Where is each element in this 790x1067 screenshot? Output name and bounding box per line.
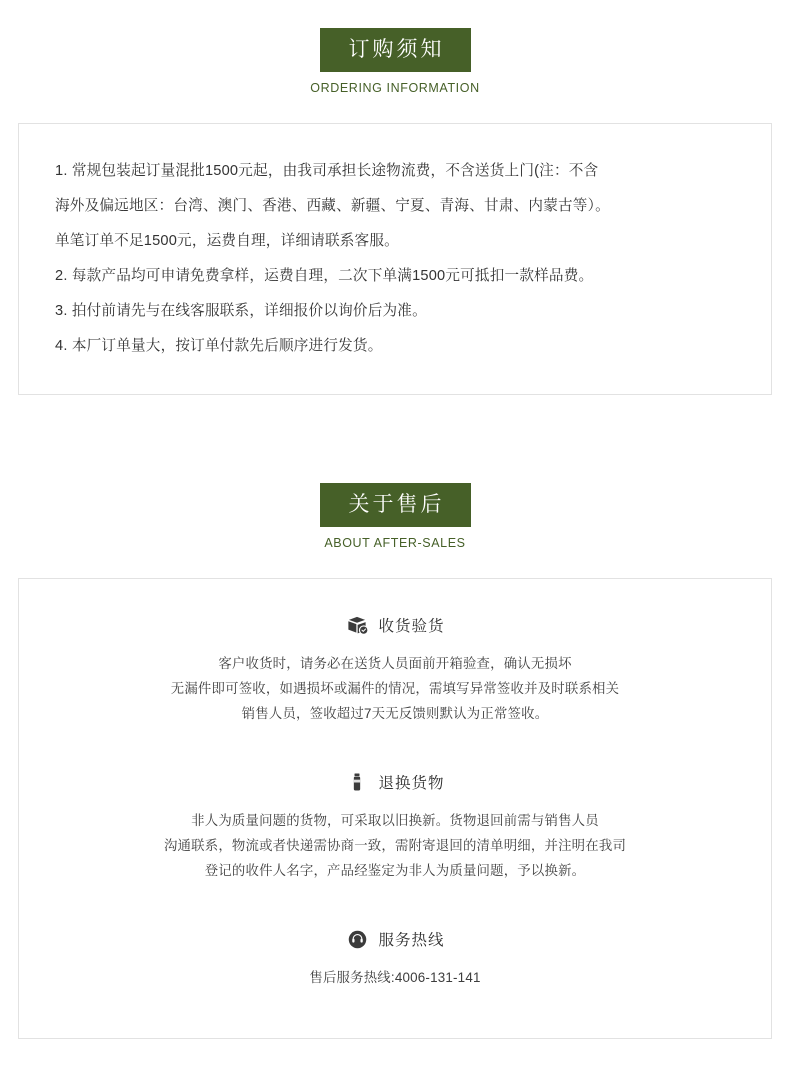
after-sales-body-line: 非人为质量问题的货物，可采取以旧换新。货物退回前需与销售人员: [191, 813, 599, 828]
ordering-badge-title: 订购须知: [320, 28, 471, 72]
after-sales-block-title-row: [49, 770, 741, 794]
after-sales-block-title: 退换货物: [378, 775, 445, 792]
headset-icon: [345, 927, 369, 951]
after-sales-block-returns: [49, 770, 741, 883]
service-hotline-text: 售后服务热线:4006-131-141: [309, 970, 481, 985]
ordering-information-section: [0, 0, 790, 395]
after-sales-panel: [18, 578, 772, 1039]
ordering-information-panel: [18, 123, 772, 395]
after-sales-block-title-row: [49, 927, 741, 951]
ordering-line: 3. 拍付前请先与在线客服联系，详细报价以询价后为准。: [55, 303, 427, 319]
after-sales-badge-title: 关于售后: [320, 483, 471, 527]
after-sales-block-body: [49, 651, 741, 726]
after-sales-block-body: [49, 808, 741, 883]
after-sales-block-receiving: [49, 613, 741, 726]
after-sales-body-line: 沟通联系，物流或者快递需协商一致，需附寄退回的清单明细，并注明在我司: [163, 838, 627, 853]
after-sales-block-title-row: [49, 613, 741, 637]
after-sales-block-hotline: [49, 927, 741, 990]
after-sales-block-body: [49, 965, 741, 990]
box-check-icon: [345, 613, 369, 637]
ordering-line: 单笔订单不足1500元，运费自理，详细请联系客服。: [55, 233, 399, 249]
ordering-subtitle: ORDERING INFORMATION: [310, 81, 480, 95]
after-sales-body-line: 客户收货时，请务必在送货人员面前开箱验查，确认无损坏: [218, 656, 572, 671]
ordering-line: 1. 常规包装起订量混批1500元起，由我司承担长途物流费，不含送货上门(注：不含: [55, 163, 599, 179]
after-sales-block-title: 服务热线: [378, 932, 445, 949]
ordering-section-heading: [0, 28, 790, 95]
after-sales-section: [0, 395, 790, 1039]
ordering-line: 4. 本厂订单量大，按订单付款先后顺序进行发货。: [55, 338, 383, 354]
bottle-icon: [345, 770, 369, 794]
after-sales-block-title: 收货验货: [378, 618, 445, 635]
after-sales-section-heading: [0, 483, 790, 550]
after-sales-body-line: 无漏件即可签收，如遇损坏或漏件的情况，需填写异常签收并及时联系相关: [170, 681, 620, 696]
ordering-line: 2. 每款产品均可申请免费拿样，运费自理，二次下单满1500元可抵扣一款样品费。: [55, 268, 594, 284]
after-sales-subtitle: ABOUT AFTER-SALES: [324, 536, 466, 550]
ordering-line: 海外及偏远地区：台湾、澳门、香港、西藏、新疆、宁夏、青海、甘肃、内蒙古等）。: [55, 198, 610, 214]
after-sales-body-line: 登记的收件人名字，产品经鉴定为非人为质量问题，予以换新。: [204, 863, 586, 878]
after-sales-body-line: 销售人员，签收超过7天无反馈则默认为正常签收。: [241, 706, 549, 721]
